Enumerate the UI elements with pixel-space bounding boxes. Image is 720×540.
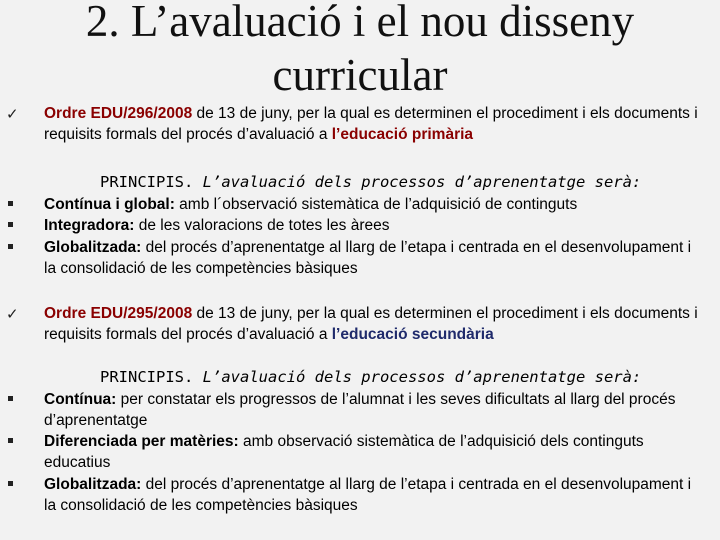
law-text bbox=[44, 103, 704, 145]
list-desc: amb l´observació sistemàtica de l’adquisició de continguts bbox=[174, 196, 578, 213]
list-item-text bbox=[44, 474, 704, 516]
slide-title: 2. L’avaluació i el nou disseny curricular bbox=[85, 0, 635, 100]
list-term: Contínua i global: bbox=[44, 196, 175, 213]
law-ref: Ordre EDU/295/2008 bbox=[44, 305, 193, 322]
list-term: Contínua: bbox=[44, 391, 117, 408]
list-desc: de les valoracions de totes les àrees bbox=[134, 217, 390, 234]
checkmark-icon: ✓ bbox=[6, 105, 19, 123]
list-desc: del procés d’aprenentatge al llarg de l’etapa i centrada en el desenvolupament i la consolidació de les competències bàsiques bbox=[44, 239, 692, 277]
square-bullet-icon bbox=[8, 244, 13, 249]
list-desc: amb observació sistemàtica de l’adquisició dels continguts educatius bbox=[44, 433, 644, 471]
list-item-text bbox=[44, 237, 704, 279]
law-text bbox=[44, 303, 704, 345]
principis-text: L’avaluació dels processos d’aprenentatge serà: bbox=[202, 368, 642, 386]
list-term: Globalitzada: bbox=[44, 476, 142, 493]
square-bullet-icon bbox=[8, 481, 13, 486]
stage-name: l’educació secundària bbox=[331, 326, 494, 343]
list-item-text bbox=[44, 431, 704, 473]
principis-text: L’avaluació dels processos d’aprenentatge serà: bbox=[202, 173, 642, 191]
list-term: Integradora: bbox=[44, 217, 135, 234]
list-item-text bbox=[44, 194, 704, 215]
law-desc: de 13 de juny, per la qual es determinen el procediment i els documents i requisits formals del procés d’avaluació a bbox=[44, 305, 698, 343]
square-bullet-icon bbox=[8, 396, 13, 401]
square-bullet-icon bbox=[8, 201, 13, 206]
square-bullet-icon bbox=[8, 438, 13, 443]
law-desc: de 13 de juny, per la qual es determinen el procediment i els documents i requisits formals del procés d’avaluació a bbox=[44, 105, 698, 143]
stage-name: l’educació primària bbox=[331, 126, 474, 143]
list-desc: per constatar els progressos de l’alumnat i les seves dificultats al llarg del procés d’aprenentatge bbox=[44, 391, 676, 429]
law-ref: Ordre EDU/296/2008 bbox=[44, 105, 193, 122]
list-desc: del procés d’aprenentatge al llarg de l’etapa i centrada en el desenvolupament i la consolidació de les competències bàsiques bbox=[44, 476, 692, 514]
square-bullet-icon bbox=[8, 222, 13, 227]
principis-label: PRINCIPIS. bbox=[100, 173, 194, 191]
principis-label: PRINCIPIS. bbox=[100, 368, 194, 386]
list-term: Globalitzada: bbox=[44, 239, 142, 256]
list-term: Diferenciada per matèries: bbox=[44, 433, 239, 450]
principis-heading bbox=[100, 172, 641, 192]
list-item-text bbox=[44, 389, 704, 431]
principis-heading bbox=[100, 367, 641, 387]
checkmark-icon: ✓ bbox=[6, 305, 19, 323]
list-item-text bbox=[44, 215, 704, 236]
